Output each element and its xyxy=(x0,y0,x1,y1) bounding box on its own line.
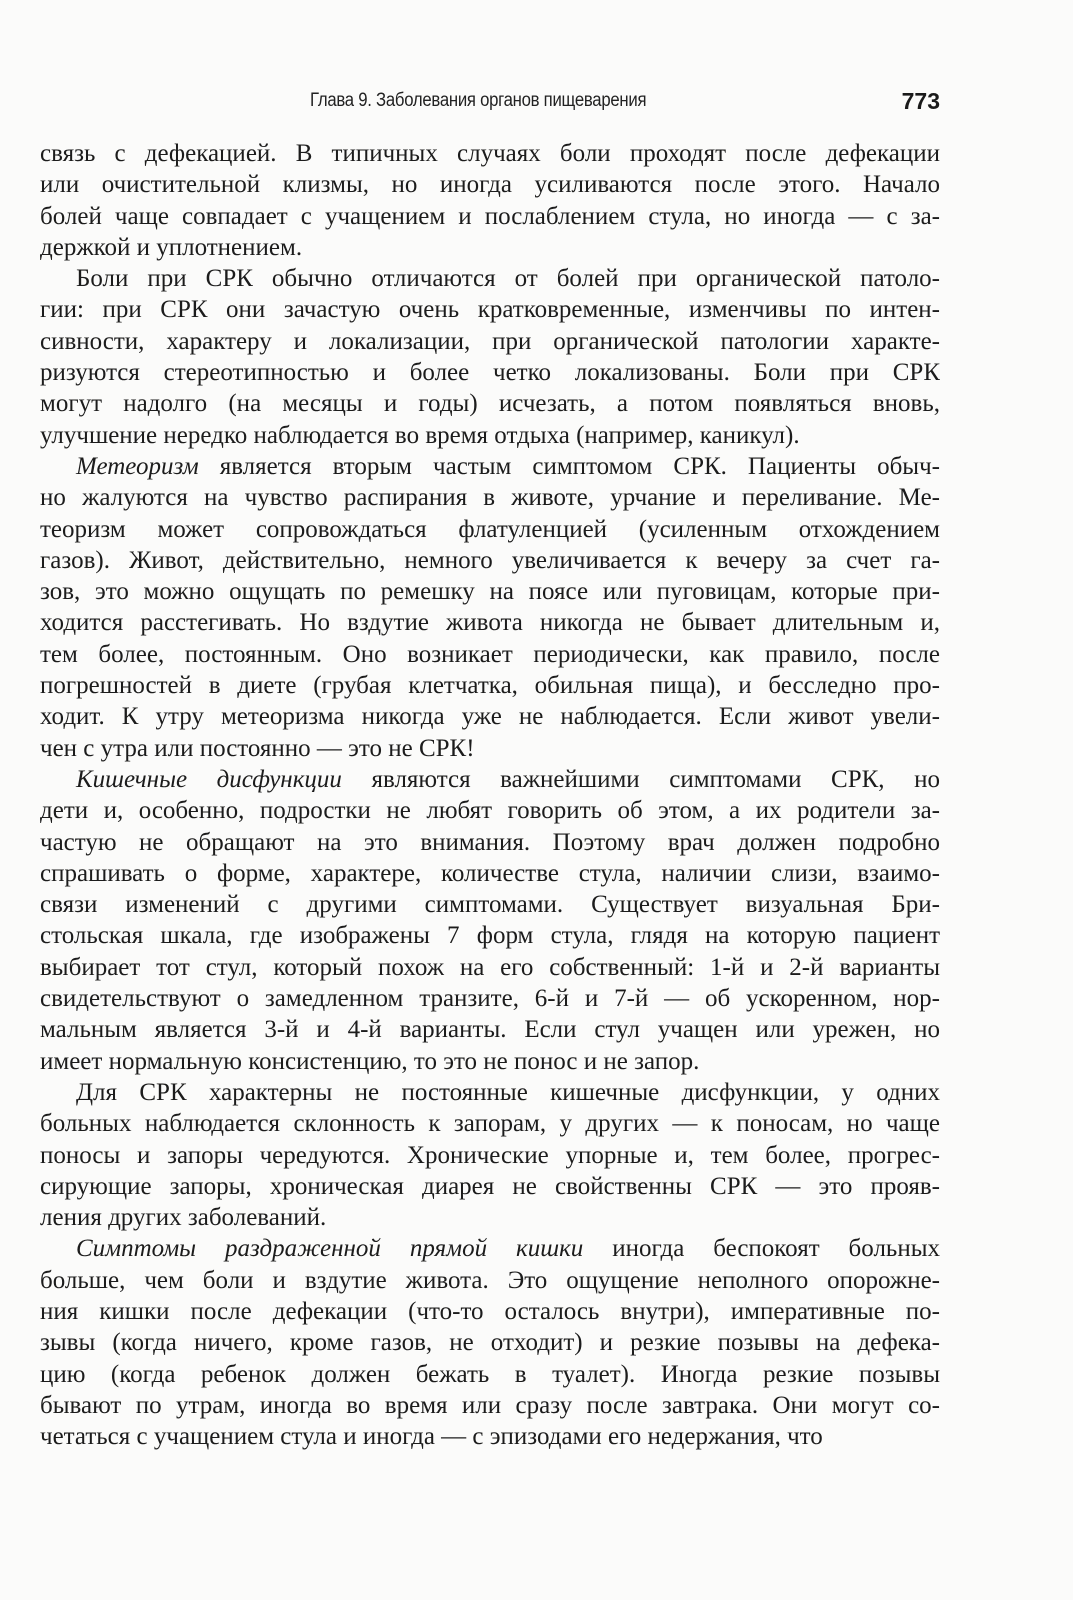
line-text: Для СРК характерны не постоянные кишечные дисфункции, у одних xyxy=(76,1078,940,1106)
text-line xyxy=(40,451,940,482)
text-line xyxy=(40,357,940,388)
text-line xyxy=(40,294,940,325)
text-line xyxy=(40,514,940,545)
text-line xyxy=(40,764,940,795)
line-text: тем более, постоянным. Оно возникает периодически, как правило, после xyxy=(40,640,940,668)
line-text: ризуются стереотипностью и более четко локализованы. Боли при СРК xyxy=(40,359,940,387)
text-line xyxy=(40,670,940,701)
line-text: свидетельствуют о замедленном транзите, 6-й и 7-й — об ускоренном, нор- xyxy=(40,985,940,1013)
text-line xyxy=(40,1171,940,1202)
line-text: погрешностей в диете (грубая клетчатка, обильная пища), и бесследно про- xyxy=(40,672,940,700)
text-line xyxy=(40,169,940,200)
paragraph xyxy=(40,764,940,1077)
text-line xyxy=(40,1265,940,1296)
text-line xyxy=(40,795,940,826)
body-text xyxy=(40,138,940,1452)
paragraph xyxy=(40,1233,940,1452)
line-text: гии: при СРК они зачастую очень кратковременные, изменчивы по интен- xyxy=(40,296,940,324)
line-text: имеет нормальную консистенцию, то это не понос и не запор. xyxy=(40,1047,700,1075)
line-text: зов, это можно ощущать по ремешку на поясе или пуговицам, которые при- xyxy=(40,578,940,606)
line-text: улучшение нередко наблюдается во время отдыха (например, каникул). xyxy=(40,421,800,449)
line-text: чен с утра или постоянно — это не СРК! xyxy=(40,734,475,762)
text-line xyxy=(40,545,940,576)
text-line xyxy=(40,1014,940,1045)
italic-term: Кишечные дисфункции xyxy=(76,765,342,793)
line-text: держкой и уплотнением. xyxy=(40,233,303,261)
text-line xyxy=(40,920,940,951)
line-text: сирующие запоры, хроническая диарея не свойственны СРК — это прояв- xyxy=(40,1172,940,1200)
text-line xyxy=(40,733,940,764)
text-line xyxy=(40,1046,940,1077)
text-line xyxy=(40,639,940,670)
text-line xyxy=(40,1296,940,1327)
page-number: 773 xyxy=(901,88,940,114)
paragraph xyxy=(40,451,940,764)
text-line xyxy=(40,701,940,732)
line-text: сивности, характеру и локализации, при органической патологии характе- xyxy=(40,327,940,355)
line-text: но жалуются на чувство распирания в животе, урчание и переливание. Ме- xyxy=(40,484,940,512)
line-text: иногда беспокоят больных xyxy=(583,1235,940,1263)
text-line xyxy=(40,1359,940,1390)
line-text: связь с дефекацией. В типичных случаях боли проходят после дефекации xyxy=(40,140,940,167)
paragraph xyxy=(40,263,940,451)
text-line xyxy=(40,858,940,889)
italic-term: Симптомы раздраженной прямой кишки xyxy=(76,1235,584,1263)
line-text: болей чаще совпадает с учащением и послаблением стула, но иногда — с за- xyxy=(40,202,940,230)
line-text: могут надолго (на месяцы и годы) исчезать, а потом появляться вновь, xyxy=(40,390,940,418)
line-text: является вторым частым симптомом СРК. Пациенты обыч- xyxy=(198,452,940,480)
line-text: четаться с учащением стула и иногда — с эпизодами его недержания, что xyxy=(40,1423,823,1451)
text-line xyxy=(40,232,940,263)
text-line xyxy=(40,138,940,169)
line-text: больных наблюдается склонность к запорам, у других — к поносам, но чаще xyxy=(40,1110,940,1138)
line-text: выбирает тот стул, который похож на его собственный: 1-й и 2-й варианты xyxy=(40,953,940,981)
line-text: газов). Живот, действительно, немного увеличивается к вечеру за счет га- xyxy=(40,546,940,574)
line-text: мальным является 3-й и 4-й варианты. Если стул учащен или урежен, но xyxy=(40,1016,940,1044)
text-line xyxy=(40,388,940,419)
text-line xyxy=(40,827,940,858)
text-line xyxy=(40,482,940,513)
line-text: частую не обращают на это внимания. Поэтому врач должен подробно xyxy=(40,828,940,856)
text-line xyxy=(40,1077,940,1108)
line-text: теоризм может сопровождаться флатуленцией (усиленным отхождением xyxy=(40,515,940,543)
paragraph xyxy=(40,1077,940,1233)
text-line xyxy=(40,952,940,983)
text-line xyxy=(40,263,940,294)
line-text: цию (когда ребенок должен бежать в туалет). Иногда резкие позывы xyxy=(40,1360,940,1388)
line-text: связи изменений с другими симптомами. Существует визуальная Бри- xyxy=(40,891,940,919)
line-text: ления других заболеваний. xyxy=(40,1204,327,1232)
line-text: поносы и запоры чередуются. Хронические упорные и, тем более, прогрес- xyxy=(40,1141,940,1169)
text-line xyxy=(40,326,940,357)
text-line xyxy=(40,1390,940,1421)
line-text: стольская шкала, где изображены 7 форм стула, глядя на которую пациент xyxy=(40,922,940,950)
line-text: спрашивать о форме, характере, количестве стула, наличии слизи, взаимо- xyxy=(40,859,940,887)
text-line xyxy=(40,1140,940,1171)
line-text: ходит. К утру метеоризма никогда уже не наблюдается. Если живот увели- xyxy=(40,703,940,731)
line-text: ходится расстегивать. Но вздутие живота никогда не бывает длительным и, xyxy=(40,609,940,637)
line-text: больше, чем боли и вздутие живота. Это ощущение неполного опорожне- xyxy=(40,1266,940,1294)
text-line xyxy=(40,889,940,920)
italic-term: Метеоризм xyxy=(76,452,199,480)
text-line xyxy=(40,201,940,232)
text-line xyxy=(40,1108,940,1139)
text-line xyxy=(40,1327,940,1358)
running-head xyxy=(40,90,940,126)
text-line xyxy=(40,983,940,1014)
text-line xyxy=(40,607,940,638)
text-line xyxy=(40,1202,940,1233)
paragraph xyxy=(40,138,940,263)
line-text: бывают по утрам, иногда во время или сразу после завтрака. Они могут со- xyxy=(40,1391,940,1419)
line-text: являются важнейшими симптомами СРК, но xyxy=(341,765,940,793)
chapter-title: Глава 9. Заболевания органов пищеварения xyxy=(310,90,647,111)
text-line xyxy=(40,1233,940,1264)
line-text: зывы (когда ничего, кроме газов, не отходит) и резкие позывы на дефека- xyxy=(40,1329,940,1357)
line-text: дети и, особенно, подростки не любят говорить об этом, а их родители за- xyxy=(40,797,940,825)
text-line xyxy=(40,576,940,607)
line-text: Боли при СРК обычно отличаются от болей при органической патоло- xyxy=(76,265,940,293)
line-text: или очистительной клизмы, но иногда усиливаются после этого. Начало xyxy=(40,171,940,199)
text-line xyxy=(40,420,940,451)
line-text: ния кишки после дефекации (что-то осталось внутри), императивные по- xyxy=(40,1297,940,1325)
text-line xyxy=(40,1421,940,1452)
